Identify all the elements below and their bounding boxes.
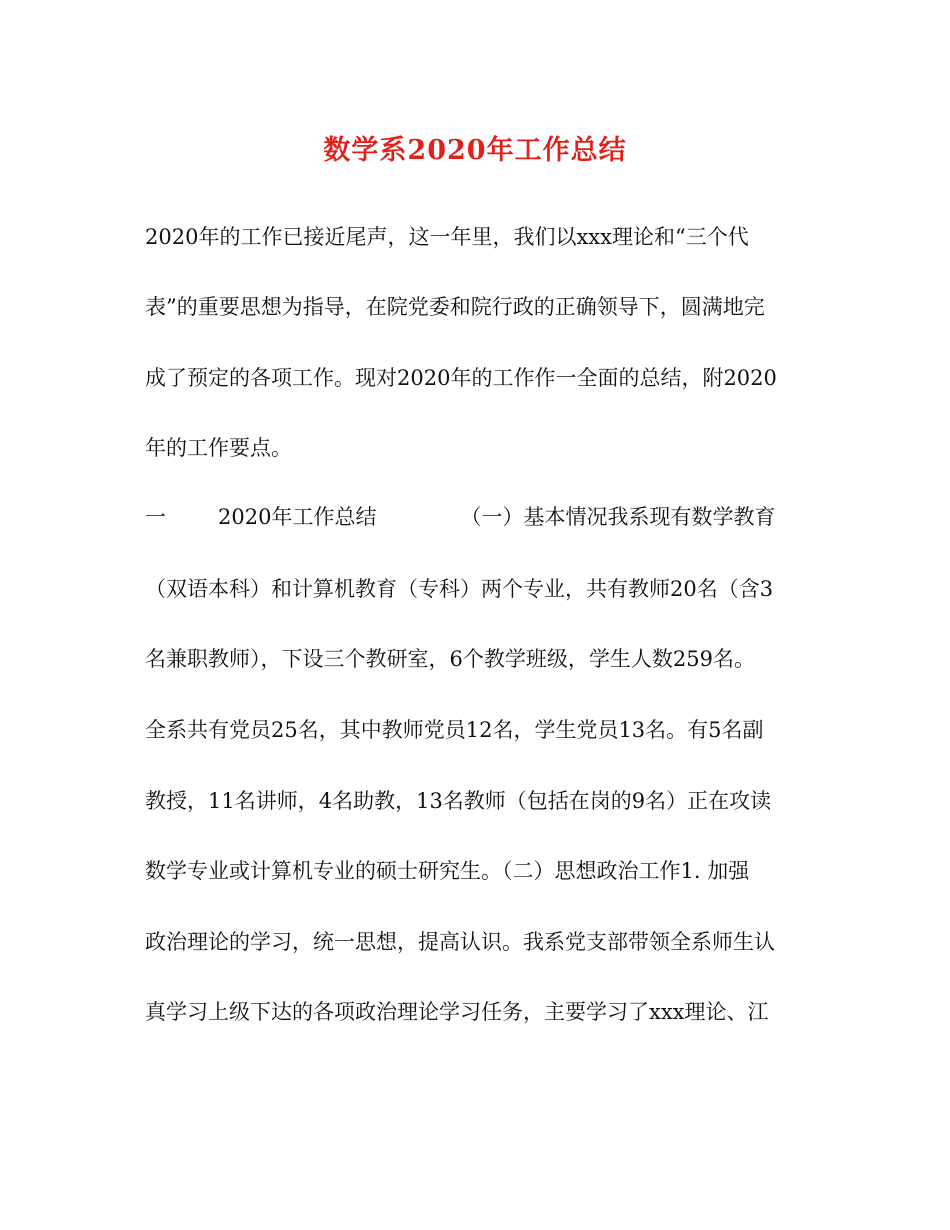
document-title: 数学系2020年工作总结 [323, 135, 627, 166]
body-line-7: 名兼职教师），下设三个教研室，6个教学班级，学生人数259名。 [145, 647, 755, 671]
body-line-6: （双语本科）和计算机教育（专科）两个专业，共有教师20名（含3 [145, 577, 774, 601]
section-line [145, 502, 775, 532]
body-line-12: 真学习上级下达的各项政治理论学习任务，主要学习了xxx理论、江 [145, 1000, 769, 1024]
body-line-1: 2020年的工作已接近尾声，这一年里，我们以xxx理论和“三个代 [145, 225, 749, 249]
section-heading: 2020年工作总结 [218, 505, 377, 529]
body-line-9: 教授，11名讲师，4名助教，13名教师（包括在岗的9名）正在攻读 [145, 789, 772, 813]
body-line-2: 表”的重要思想为指导，在院党委和院行政的正确领导下，圆满地完 [145, 295, 765, 319]
body-line-4: 年的工作要点。 [145, 436, 292, 460]
body-line-11: 政治理论的学习，统一思想，提高认识。我系党支部带领全系师生认 [145, 930, 775, 954]
body-line-8: 全系共有党员25名，其中教师党员12名，学生党员13名。有5名副 [145, 718, 764, 742]
section-subheading: （一）基本情况我系现有数学教育 [460, 505, 776, 529]
body-line-3: 成了预定的各项工作。现对2020年的工作作一全面的总结，附2020 [145, 366, 777, 390]
section-number: 一 [145, 505, 166, 529]
body-line-10: 数学专业或计算机专业的硕士研究生。（二）思想政治工作1. 加强 [145, 859, 750, 883]
